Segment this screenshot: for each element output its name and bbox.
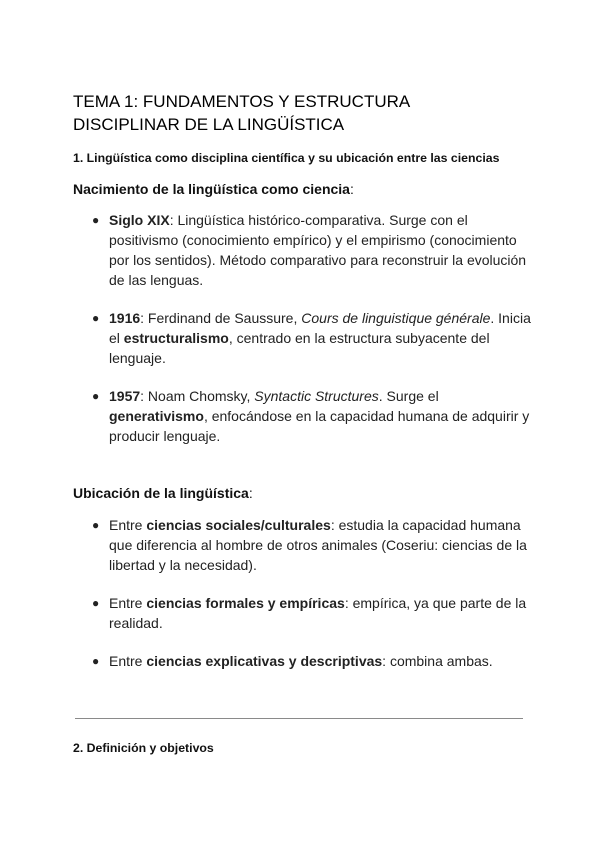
title-line-2: DISCIPLINAR DE LA LINGÜÍSTICA [73, 115, 345, 134]
bullet-icon: ● [92, 213, 100, 227]
section-2-heading: 2. Definición y objetivos [73, 741, 214, 755]
horizontal-divider [75, 718, 523, 719]
bullet-icon: ● [92, 311, 100, 325]
nacimiento-label: Nacimiento de la lingüística como ciencia: [73, 181, 354, 197]
bullet-icon: ● [92, 596, 100, 610]
document-title [73, 90, 533, 136]
nacimiento-label-text: Nacimiento de la lingüística como ciencia [73, 181, 350, 197]
list-item-1957: ● 1957: Noam Chomsky, Syntactic Structures. Surge el generativismo, enfocándose en la capacidad humana de adquirir y producir lenguaje. [92, 388, 530, 444]
list-item-explicativas: ● Entre ciencias explicativas y descriptivas: combina ambas. [92, 653, 493, 669]
ubicacion-label: Ubicación de la lingüística: [73, 485, 253, 501]
bullet-icon: ● [92, 389, 100, 403]
ubicacion-label-text: Ubicación de la lingüística [73, 485, 249, 501]
nacimiento-list [92, 210, 532, 446]
list-item-1916: ● 1916: Ferdinand de Saussure, Cours de linguistique générale. Inicia el estructuralismo, centrado en la estructura subyacente del lenguaje. [92, 310, 531, 366]
bullet-icon: ● [92, 518, 100, 532]
ubicacion-list [92, 515, 532, 671]
list-item-formales: ● Entre ciencias formales y empíricas: empírica, ya que parte de la realidad. [92, 595, 527, 631]
list-item-siglo-xix: ● Siglo XIX: Lingüística histórico-comparativa. Surge con el positivismo (conocimiento empírico) y el empirismo (conocimiento por los sentidos). Método comparativo para reconstruir la evolución de las lenguas. [92, 212, 527, 288]
title-line-1: TEMA 1: FUNDAMENTOS Y ESTRUCTURA [73, 92, 411, 111]
bullet-icon: ● [92, 654, 100, 668]
section-1-heading: 1. Lingüística como disciplina científica y su ubicación entre las ciencias [73, 151, 500, 165]
list-item-sociales: ● Entre ciencias sociales/culturales: estudia la capacidad humana que diferencia al hombre de otros animales (Coseriu: ciencias de la libertad y la necesidad). [92, 517, 527, 573]
